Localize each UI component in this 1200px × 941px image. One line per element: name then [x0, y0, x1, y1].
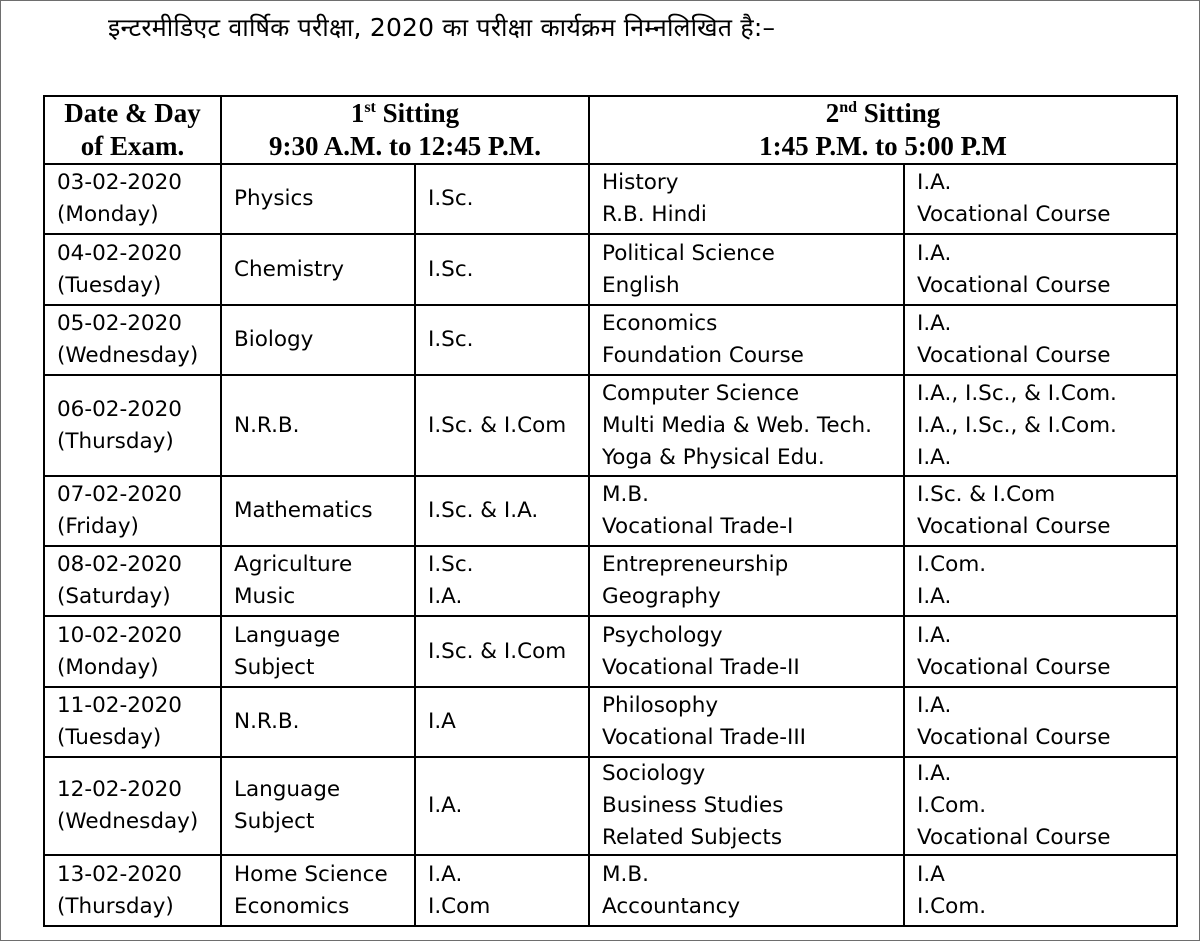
second-sitting-subject-line: Multi Media & Web. Tech.: [602, 412, 872, 438]
first-sitting-stream: [415, 546, 589, 616]
second-sitting-subject-line: Foundation Course: [602, 343, 804, 368]
second-sitting-header: [589, 96, 1177, 164]
second-sitting-subject: [589, 305, 904, 375]
second-sitting-subject: [589, 757, 904, 855]
first-sitting-stream: [415, 375, 589, 476]
exam-date-cell: [44, 305, 221, 375]
second-sitting-stream-line: Vocational Course: [917, 202, 1111, 227]
first-sitting-subject-line: Economics: [234, 893, 350, 919]
table-row: [44, 375, 1177, 476]
second-sitting-stream: [904, 476, 1177, 546]
second-sitting-subject: [589, 375, 904, 476]
first-sitting-stream-line: I.Sc.: [428, 256, 474, 282]
first-sitting-subject: [221, 305, 415, 375]
second-sitting-stream-line: I.A., I.Sc., & I.Com.: [917, 412, 1117, 438]
exam-date: 08-02-2020: [57, 552, 182, 577]
second-sitting-stream-line: Vocational Course: [917, 825, 1111, 850]
second-sitting-subject-line: M.B.: [602, 861, 649, 887]
first-sitting-subject-line: Physics: [234, 186, 314, 211]
first-sitting-subject-line: N.R.B.: [234, 709, 300, 734]
second-sitting-stream: [904, 164, 1177, 234]
second-sitting-subject-line: Vocational Trade-II: [602, 654, 800, 680]
page-heading: इन्टरमीडिएट वार्षिक परीक्षा, 2020 का परीक्षा कार्यक्रम निम्नलिखित है:–: [108, 13, 776, 42]
exam-date-cell: [44, 546, 221, 616]
second-sitting-stream-line: I.A.: [917, 761, 952, 786]
second-sitting-subject-line: Computer Science: [602, 380, 800, 406]
first-sitting-stream: [415, 164, 589, 234]
first-sitting-subject-line: Home Science: [234, 861, 388, 887]
exam-day: (Friday): [57, 514, 139, 539]
second-sitting-stream: [904, 375, 1177, 476]
second-sitting-stream-line: I.A.: [917, 584, 952, 609]
second-sitting-subject-line: M.B.: [602, 482, 649, 507]
second-sitting-stream: [904, 616, 1177, 687]
date-header-line-1: Date & Day: [64, 98, 201, 128]
exam-date-cell: [44, 164, 221, 234]
exam-date: 10-02-2020: [57, 622, 182, 648]
first-sitting-stream-line: I.A.: [428, 584, 463, 609]
first-sitting-subject-line: Agriculture: [234, 552, 353, 577]
second-sitting-stream: [904, 546, 1177, 616]
second-sitting-subject-line: Psychology: [602, 622, 723, 648]
second-sitting-stream-line: I.A.: [917, 170, 952, 195]
first-sitting-title: 1st Sitting: [350, 98, 460, 128]
first-sitting-stream: [415, 855, 589, 926]
second-sitting-subject: [589, 855, 904, 926]
exam-date: 13-02-2020: [57, 861, 182, 887]
second-sitting-subject: [589, 687, 904, 757]
second-sitting-subject-line: Vocational Trade-III: [602, 725, 806, 750]
second-sitting-subject-line: Geography: [602, 584, 721, 609]
first-sitting-stream-line: I.Sc.: [428, 186, 474, 211]
first-sitting-stream: [415, 234, 589, 305]
first-sitting-stream-line: I.Com: [428, 893, 491, 919]
exam-date-cell: [44, 616, 221, 687]
exam-date-cell: [44, 234, 221, 305]
first-sitting-stream: [415, 305, 589, 375]
table-row: [44, 546, 1177, 616]
second-sitting-subject-line: Philosophy: [602, 693, 719, 718]
exam-day: (Monday): [57, 202, 159, 227]
first-sitting-subject-line: Subject: [234, 654, 315, 680]
second-sitting-stream-line: Vocational Course: [917, 654, 1111, 680]
table-row: [44, 855, 1177, 926]
first-sitting-stream: [415, 757, 589, 855]
first-sitting-time: 9:30 A.M. to 12:45 P.M.: [269, 131, 541, 161]
first-sitting-subject: [221, 687, 415, 757]
exam-day: (Tuesday): [57, 725, 162, 750]
second-sitting-subject-line: Business Studies: [602, 793, 784, 818]
date-column-header: [44, 96, 221, 164]
second-sitting-subject: [589, 234, 904, 305]
second-sitting-subject-line: R.B. Hindi: [602, 202, 707, 227]
second-sitting-time: 1:45 P.M. to 5:00 P.M: [759, 131, 1007, 161]
second-sitting-stream: [904, 305, 1177, 375]
second-sitting-stream-line: I.A: [917, 861, 945, 887]
first-sitting-subject: [221, 616, 415, 687]
exam-day: (Wednesday): [57, 343, 199, 368]
first-sitting-subject: [221, 546, 415, 616]
exam-date: 11-02-2020: [57, 693, 182, 718]
exam-day: (Thursday): [57, 428, 174, 454]
first-sitting-subject-line: Biology: [234, 327, 314, 352]
first-sitting-subject: [221, 757, 415, 855]
table-row: [44, 305, 1177, 375]
second-sitting-stream-line: I.A.: [917, 240, 952, 266]
second-sitting-stream-line: I.A.: [917, 693, 952, 718]
second-sitting-subject-line: Sociology: [602, 761, 706, 786]
second-sitting-subject: [589, 476, 904, 546]
exam-day: (Wednesday): [57, 809, 199, 834]
second-sitting-subject-line: Related Subjects: [602, 825, 783, 850]
first-sitting-stream-line: I.A.: [428, 861, 463, 887]
second-sitting-stream: [904, 855, 1177, 926]
second-sitting-stream-line: Vocational Course: [917, 343, 1111, 368]
first-sitting-subject-line: N.R.B.: [234, 412, 300, 438]
exam-day: (Monday): [57, 654, 159, 680]
first-sitting-stream-line: I.A.: [428, 793, 463, 818]
first-sitting-subject-line: Language: [234, 622, 341, 648]
exam-date: 12-02-2020: [57, 777, 182, 802]
table-row: [44, 757, 1177, 855]
second-sitting-stream-line: I.Com.: [917, 793, 987, 818]
second-sitting-subject-line: History: [602, 170, 679, 195]
second-sitting-stream-line: I.Com.: [917, 552, 987, 577]
first-sitting-stream: [415, 476, 589, 546]
second-sitting-subject-line: English: [602, 272, 680, 298]
table-row: [44, 616, 1177, 687]
second-sitting-stream-line: I.A.: [917, 311, 952, 336]
second-sitting-subject-line: Entrepreneurship: [602, 552, 789, 577]
first-sitting-subject-line: Subject: [234, 809, 315, 834]
first-sitting-stream-line: I.Sc.: [428, 327, 474, 352]
first-sitting-subject: [221, 164, 415, 234]
second-sitting-subject: [589, 164, 904, 234]
exam-date: 07-02-2020: [57, 482, 182, 507]
first-sitting-subject: [221, 855, 415, 926]
table-row: [44, 164, 1177, 234]
second-sitting-stream: [904, 757, 1177, 855]
exam-date: 03-02-2020: [57, 170, 182, 195]
first-sitting-subject: [221, 234, 415, 305]
second-sitting-stream: [904, 687, 1177, 757]
exam-date-cell: [44, 687, 221, 757]
exam-date-cell: [44, 476, 221, 546]
exam-date-cell: [44, 375, 221, 476]
second-sitting-stream-line: Vocational Course: [917, 272, 1111, 298]
second-sitting-subject: [589, 546, 904, 616]
exam-day: (Saturday): [57, 584, 171, 609]
first-sitting-stream-line: I.A: [428, 709, 456, 734]
exam-date-cell: [44, 757, 221, 855]
first-sitting-subject-line: Language: [234, 777, 341, 802]
table-row: [44, 687, 1177, 757]
exam-schedule-table: [43, 95, 1178, 927]
first-sitting-subject-line: Mathematics: [234, 498, 373, 523]
first-sitting-subject: [221, 476, 415, 546]
first-sitting-subject: [221, 375, 415, 476]
first-sitting-stream-line: I.Sc. & I.Com: [428, 412, 567, 438]
second-sitting-stream-line: I.A.: [917, 444, 952, 470]
first-sitting-stream-line: I.Sc. & I.Com: [428, 638, 567, 664]
second-sitting-subject-line: Accountancy: [602, 893, 741, 919]
exam-day: (Thursday): [57, 893, 174, 919]
second-sitting-subject: [589, 616, 904, 687]
second-sitting-stream-line: I.A., I.Sc., & I.Com.: [917, 380, 1117, 406]
second-sitting-subject-line: Yoga & Physical Edu.: [602, 444, 825, 470]
exam-date: 04-02-2020: [57, 240, 182, 266]
exam-date: 05-02-2020: [57, 311, 182, 336]
table-row: [44, 476, 1177, 546]
first-sitting-stream: [415, 616, 589, 687]
first-sitting-subject-line: Music: [234, 584, 296, 609]
first-sitting-subject-line: Chemistry: [234, 256, 344, 282]
second-sitting-stream-line: I.Com.: [917, 893, 987, 919]
first-sitting-stream-line: I.Sc.: [428, 552, 474, 577]
date-header-line-2: of Exam.: [80, 131, 185, 161]
second-sitting-stream-line: I.A.: [917, 622, 952, 648]
second-sitting-stream: [904, 234, 1177, 305]
second-sitting-stream-line: I.Sc. & I.Com: [917, 482, 1056, 507]
first-sitting-stream: [415, 687, 589, 757]
first-sitting-header: [221, 96, 589, 164]
second-sitting-subject-line: Vocational Trade-I: [602, 514, 794, 539]
exam-day: (Tuesday): [57, 272, 162, 298]
second-sitting-subject-line: Political Science: [602, 240, 775, 266]
second-sitting-subject-line: Economics: [602, 311, 718, 336]
second-sitting-title: 2nd Sitting: [825, 98, 941, 128]
exam-date-cell: [44, 855, 221, 926]
second-sitting-stream-line: Vocational Course: [917, 514, 1111, 539]
second-sitting-stream-line: Vocational Course: [917, 725, 1111, 750]
exam-date: 06-02-2020: [57, 396, 182, 422]
table-header-row: [44, 96, 1177, 164]
first-sitting-stream-line: I.Sc. & I.A.: [428, 498, 539, 523]
table-row: [44, 234, 1177, 305]
